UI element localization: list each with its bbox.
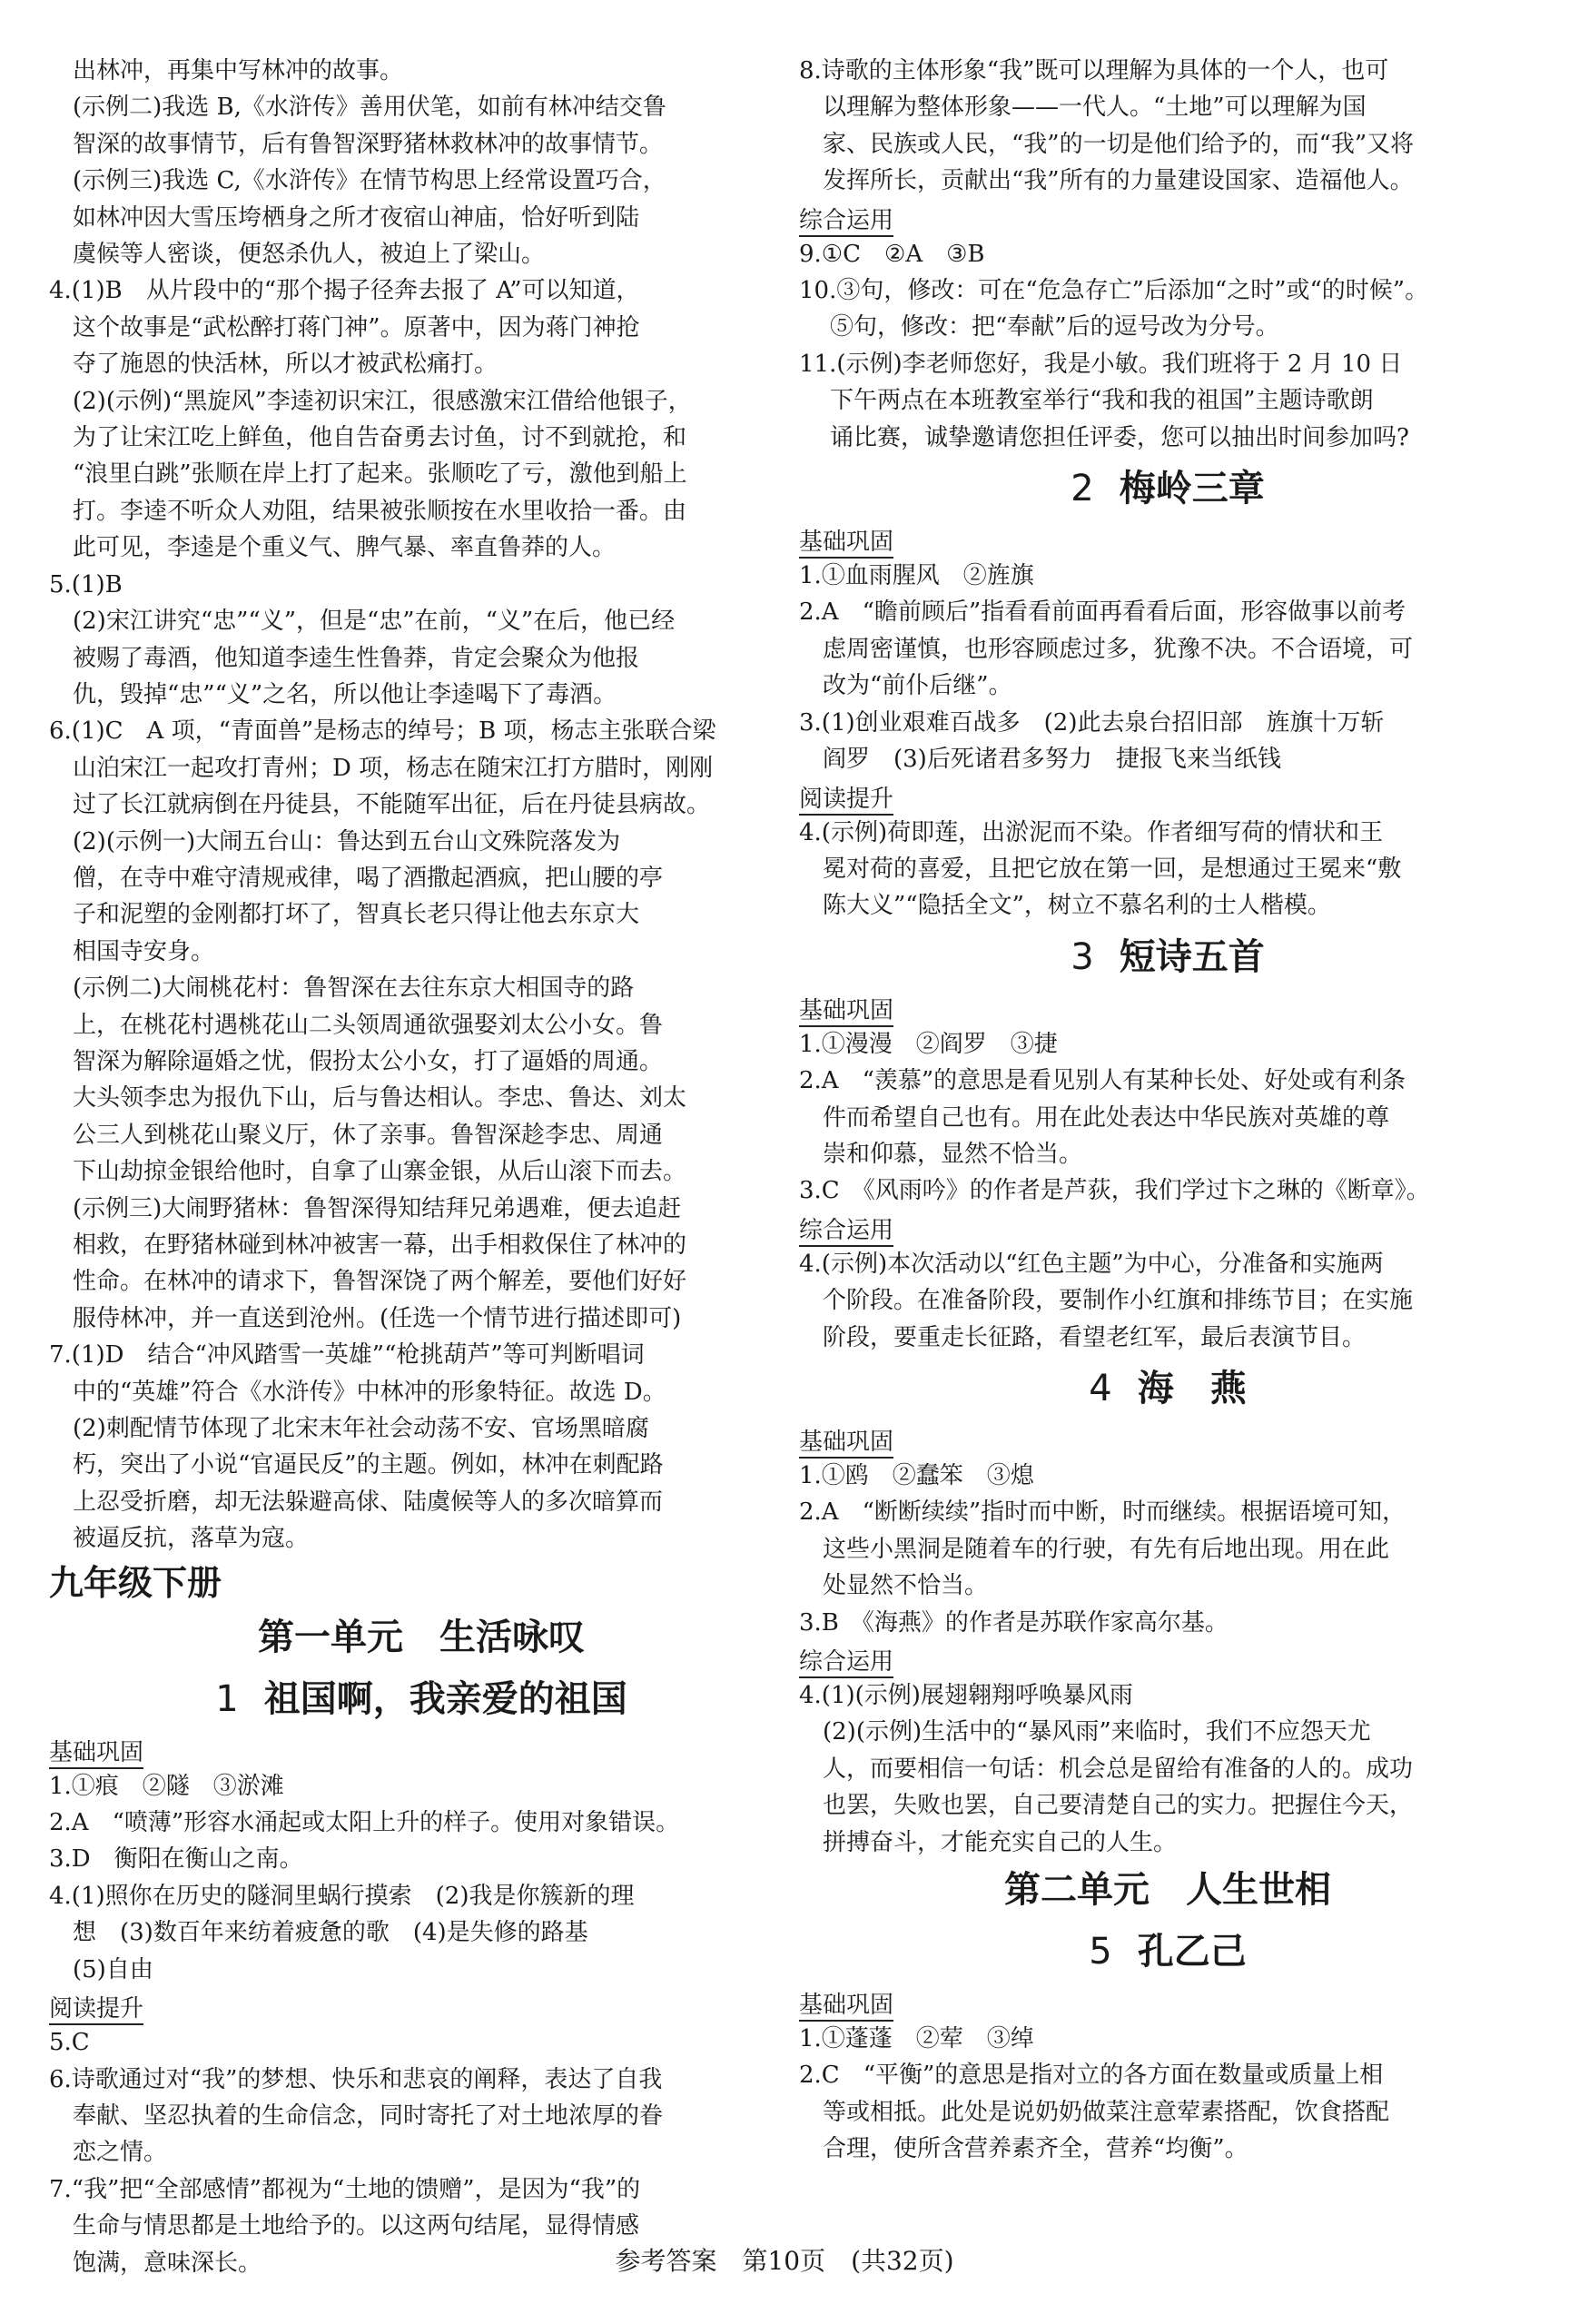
grade-heading: 九年级下册 [49, 1562, 222, 1603]
answer-block [799, 236, 1536, 456]
answer-block [49, 1768, 794, 1988]
text-line: 改为“前仆后继”。 [823, 672, 1012, 700]
text-line: 4.(示例)本次活动以“红色主题”为中心，分准备和实施两 [799, 1250, 1384, 1278]
text-line: 阶段，要重走长征路，看望老红军，最后表演节目。 [823, 1323, 1367, 1351]
answer-block [799, 1458, 1536, 1641]
text-line: (2)(示例)生活中的“暴风雨”来临时，我们不应怨天尤 [823, 1718, 1371, 1746]
section-label: 综合运用 [799, 1647, 1536, 1677]
lesson-name: 孔乙己 [1137, 1931, 1247, 1973]
text-line: 被逼反抗，落草为寇。 [73, 1525, 310, 1553]
text-line: 生命与情思都是土地给予的。以这两句结尾，显得情感 [73, 2212, 640, 2240]
text-line: 恋之情。 [73, 2139, 168, 2167]
text-line: 人，而要相信一句话：机会总是留给有准备的人的。成功 [823, 1755, 1414, 1783]
answer-block [799, 1026, 1536, 1210]
text-line: 7.“我”把“全部感情”都视为“土地的馈赠”，是因为“我”的 [49, 2175, 641, 2203]
lesson-name: 梅岭三章 [1119, 468, 1265, 510]
answer-block [799, 558, 1536, 777]
answer-continuation [49, 53, 794, 1558]
text-line: (2)(示例)“黑旋风”李逵初识宋江，很感激宋江借给他银子， [73, 387, 692, 415]
text-line: 8.诗歌的主体形象“我”既可以理解为具体的一个人，也可 [799, 57, 1389, 84]
text-line: 服侍林冲，并一直送到沧州。(任选一个情节进行描述即可) [73, 1304, 682, 1332]
text-line: 阎罗 (3)后死诸君多努力 捷报飞来当纸钱 [823, 746, 1281, 774]
text-line: (2)刺配情节体现了北宋末年社会动荡不安、官场黑暗腐 [73, 1415, 649, 1443]
text-line: 诵比赛，诚挚邀请您担任评委，您可以抽出时间参加吗? [830, 423, 1409, 451]
text-line: 发挥所长，贡献出“我”所有的力量建设国家、造福他人。 [823, 167, 1414, 195]
text-line: (2)(示例一)大闹五台山：鲁达到五台山文殊院落发为 [73, 827, 621, 855]
lesson-title [799, 456, 1536, 521]
text-line: 4.(1)照你在历史的隧洞里蜗行摸索 (2)我是你簇新的理 [49, 1882, 635, 1910]
text-line: 出林冲，再集中写林冲的故事。 [73, 57, 404, 84]
section-label: 基础巩固 [49, 1737, 794, 1768]
answer-block [799, 815, 1536, 925]
text-line: (示例三)我选 C,《水浒传》在情节构思上经常设置巧合， [73, 167, 666, 195]
text-line: 这个故事是“武松醉打蒋门神”。原著中，因为蒋门神抢 [73, 313, 640, 341]
text-line: 1.①痕 ②隧 ③淤滩 [49, 1772, 284, 1800]
text-line: 被赐了毒酒，他知道李逵生性鲁莽，肯定会聚众为他报 [73, 644, 640, 672]
text-line: 崇和仰慕，显然不恰当。 [823, 1140, 1083, 1168]
text-line: 下午两点在本班教室举行“我和我的祖国”主题诗歌朗 [830, 387, 1374, 415]
text-line: 朽，突出了小说“官逼民反”的主题。例如，林冲在刺配路 [73, 1451, 664, 1479]
text-line: 如林冲因大雪压垮栖身之所才夜宿山神庙，恰好听到陆 [73, 203, 640, 232]
text-line: 4.(1)B 从片段中的“那个揭子径奔去报了 A”可以知道， [49, 277, 640, 305]
text-line: 2.A “羡慕”的意思是看见别人有某种长处、好处或有利条 [799, 1067, 1406, 1095]
text-line: “浪里白跳”张顺在岸上打了起来。张顺吃了亏，激他到船上 [73, 460, 687, 489]
text-line: 合理，使所含营养素齐全，营养“均衡”。 [823, 2135, 1248, 2163]
text-line: 1.①鸥 ②蠢笨 ③熄 [799, 1461, 1034, 1489]
text-line: 个阶段。在准备阶段，要制作小红旗和排练节目；在实施 [823, 1287, 1414, 1315]
text-line: 3.B 《海燕》的作者是苏联作家高尔基。 [799, 1608, 1229, 1637]
text-line: 10.③句，修改：可在“危急存亡”后添加“之时”或“的时候”。 [799, 277, 1429, 305]
answer-block [799, 1677, 1536, 1861]
right-column [799, 53, 1536, 2168]
text-line: 陈大义”“隐括全文”，树立不慕名利的士人楷模。 [823, 892, 1331, 920]
lesson-number: 5 [1089, 1931, 1112, 1973]
text-line: 山泊宋江一起攻打青州；D 项，杨志在随宋江打方腊时，刚刚 [73, 754, 714, 782]
text-line: 相救，在野猪林碰到林冲被害一幕，出手相救保住了林冲的 [73, 1231, 687, 1259]
text-line: 3.D 衡阳在衡山之南。 [49, 1845, 303, 1874]
text-line: 7.(1)D 结合“冲风踏雪一英雄”“枪挑葫芦”等可判断唱词 [49, 1341, 645, 1370]
text-line: 为了让宋江吃上鲜鱼，他自告奋勇去讨鱼，讨不到就抢，和 [73, 424, 687, 452]
text-line: 公三人到桃花山聚义厅，休了亲事。鲁智深趁李忠、周通 [73, 1121, 664, 1149]
text-line: (示例二)我选 B,《水浒传》善用伏笔，如前有林冲结交鲁 [73, 94, 666, 122]
text-line: 6.诗歌通过对“我”的梦想、快乐和悲哀的阐释，表达了自我 [49, 2065, 663, 2093]
text-line: 2.A “瞻前顾后”指看看前面再看看后面，形容做事以前考 [799, 598, 1406, 627]
text-line: 3.C 《风雨吟》的作者是芦荻，我们学过卞之琳的《断章》。 [799, 1177, 1430, 1205]
page-footer: 参考答案 第10页 (共32页) [615, 2246, 954, 2276]
answer-block [799, 2021, 1536, 2168]
lesson-number: 4 [1089, 1367, 1112, 1409]
text-line: 等或相抵。此处是说奶奶做菜注意荤素搭配，饮食搭配 [823, 2098, 1390, 2126]
text-line: 相国寺安身。 [73, 937, 215, 965]
text-line: 下山劫掠金银给他时，自拿了山寨金银，从后山滚下而去。 [73, 1158, 687, 1186]
text-line: (2)宋江讲究“忠”“义”，但是“忠”在前，“义”在后，他已经 [73, 608, 676, 636]
lesson-number: 3 [1071, 935, 1094, 978]
text-line: 9.①C ②A ③B [799, 240, 985, 268]
lesson-number: 2 [1071, 468, 1094, 510]
text-line: 打。李逵不听众人劝阻，结果被张顺按在水里收拾一番。由 [73, 497, 687, 525]
text-line: 上，在桃花村遇桃花山二头领周通欲强娶刘太公小女。鲁 [73, 1011, 664, 1039]
lesson-name: 海 燕 [1137, 1367, 1247, 1409]
text-line: 想 (3)数百年来纺着疲惫的歌 (4)是失修的路基 [73, 1919, 588, 1947]
text-line: 1.①血雨腥风 ②旌旗 [799, 562, 1034, 590]
text-line: 拼搏奋斗，才能充实自己的人生。 [823, 1828, 1178, 1856]
answer-block [799, 53, 1536, 200]
lesson-name: 短诗五首 [1119, 935, 1265, 978]
text-line: 2.A “断断续续”指时而中断，时而继续。根据语境可知， [799, 1498, 1406, 1527]
section-label: 阅读提升 [49, 1993, 794, 2024]
text-line: 家、民族或人民，“我”的一切是他们给予的，而“我”又将 [823, 130, 1415, 158]
text-line: 4.(1)(示例)展翅翱翔呼唤暴风雨 [799, 1682, 1133, 1709]
text-line: 智深为解除逼婚之忧，假扮太公小女，打了逼婚的周通。 [73, 1047, 664, 1075]
section-label: 基础巩固 [799, 527, 1536, 558]
lesson-number: 1 [215, 1677, 239, 1720]
text-line: 以理解为整体形象——一代人。“土地”可以理解为国 [823, 94, 1367, 122]
text-line: 智深的故事情节，后有鲁智深野猪林救林冲的故事情节。 [73, 130, 664, 158]
lesson-title [799, 925, 1536, 990]
text-line: 夺了施恩的快活林，所以才被武松痛打。 [73, 351, 498, 379]
text-line: 2.A “喷薄”形容水涌起或太阳上升的样子。使用对象错误。 [49, 1809, 680, 1837]
unit-heading: 第二单元 人生世相 [1004, 1869, 1331, 1912]
section-label: 综合运用 [799, 205, 1536, 236]
lesson-name: 祖国啊，我亲爱的祖国 [263, 1677, 627, 1720]
text-line: 此可见，李逵是个重义气、脾气暴、率直鲁莽的人。 [73, 534, 617, 562]
text-line: 性命。在林冲的请求下，鲁智深饶了两个解差，要他们好好 [73, 1268, 687, 1296]
text-line: 也罢，失败也罢，自己要清楚自己的实力。把握住今天， [823, 1792, 1414, 1820]
text-line: 这些小黑洞是随着车的行驶，有先有后地出现。用在此 [823, 1535, 1390, 1563]
section-label: 基础巩固 [799, 1990, 1536, 2021]
text-line: 5.(1)B [49, 570, 123, 598]
text-line: 仇，毁掉“忠”“义”之名，所以他让李逵喝下了毒酒。 [73, 680, 617, 708]
text-line: 1.①蓬蓬 ②荤 ③绰 [799, 2025, 1034, 2053]
text-line: 大头领李忠为报仇下山，后与鲁达相认。李忠、鲁达、刘太 [73, 1084, 687, 1113]
text-line: 子和泥塑的金刚都打坏了，智真长老只得让他去东京大 [73, 901, 640, 929]
text-line: 饱满，意味深长。 [73, 2249, 262, 2277]
section-label: 基础巩固 [799, 995, 1536, 1026]
text-line: (示例二)大闹桃花村：鲁智深在去往东京大相国寺的路 [73, 974, 635, 1003]
text-line: 4.(示例)荷即莲，出淤泥而不染。作者细写荷的情状和王 [799, 818, 1384, 846]
text-line: 处显然不恰当。 [823, 1572, 989, 1600]
text-line: 过了长江就病倒在丹徒县，不能随军出征，后在丹徒县病故。 [73, 791, 711, 819]
text-line: 1.①漫漫 ②阎罗 ③捷 [799, 1030, 1058, 1058]
text-line: (5)自由 [73, 1955, 153, 1983]
section-label: 综合运用 [799, 1215, 1536, 1246]
unit-heading: 第一单元 生活咏叹 [258, 1616, 585, 1658]
lesson-title [799, 1356, 1536, 1421]
text-line: 5.C [49, 2029, 90, 2057]
text-line: ⑤句，修改：把“奉献”后的逗号改为分号。 [830, 313, 1279, 341]
text-line: 虑周密谨慎，也形容顾虑过多，犹豫不决。不合语境，可 [823, 635, 1414, 663]
text-line: 11.(示例)李老师您好，我是小敏。我们班将于 2 月 10 日 [799, 350, 1403, 378]
text-line: 奉献、坚忍执着的生命信念，同时寄托了对土地浓厚的眷 [73, 2101, 664, 2130]
text-line: 6.(1)C A 项，“青面兽”是杨志的绰号；B 项，杨志主张联合梁 [49, 717, 716, 746]
text-line: 件而希望自己也有。用在此处表达中华民族对英雄的尊 [823, 1103, 1390, 1132]
answer-block [799, 1246, 1536, 1356]
lesson-title [799, 1919, 1536, 1984]
text-line: (示例三)大闹野猪林：鲁智深得知结拜兄弟遇难，便去追赶 [73, 1194, 682, 1222]
left-column [49, 53, 794, 2281]
lesson-title [49, 1666, 794, 1732]
text-line: 2.C “平衡”的意思是指对立的各方面在数量或质量上相 [799, 2062, 1384, 2090]
text-line: 3.(1)创业艰难百战多 (2)此去泉台招旧部 旌旗十万斩 [799, 708, 1385, 737]
section-label: 基础巩固 [799, 1427, 1536, 1458]
text-line: 中的“英雄”符合《水浒传》中林冲的形象特征。故选 D。 [73, 1378, 666, 1406]
text-line: 虞候等人密谈，便怒杀仇人，被迫上了梁山。 [73, 241, 546, 269]
text-line: 冕对荷的喜爱，且把它放在第一回，是想通过王冕来“敷 [823, 855, 1402, 883]
text-line: 僧，在寺中难守清规戒律，喝了酒撒起酒疯，把山腰的亭 [73, 864, 664, 892]
section-label: 阅读提升 [799, 784, 1536, 815]
text-line: 上忍受折磨，却无法躲避高俅、陆虞候等人的多次暗算而 [73, 1488, 664, 1516]
